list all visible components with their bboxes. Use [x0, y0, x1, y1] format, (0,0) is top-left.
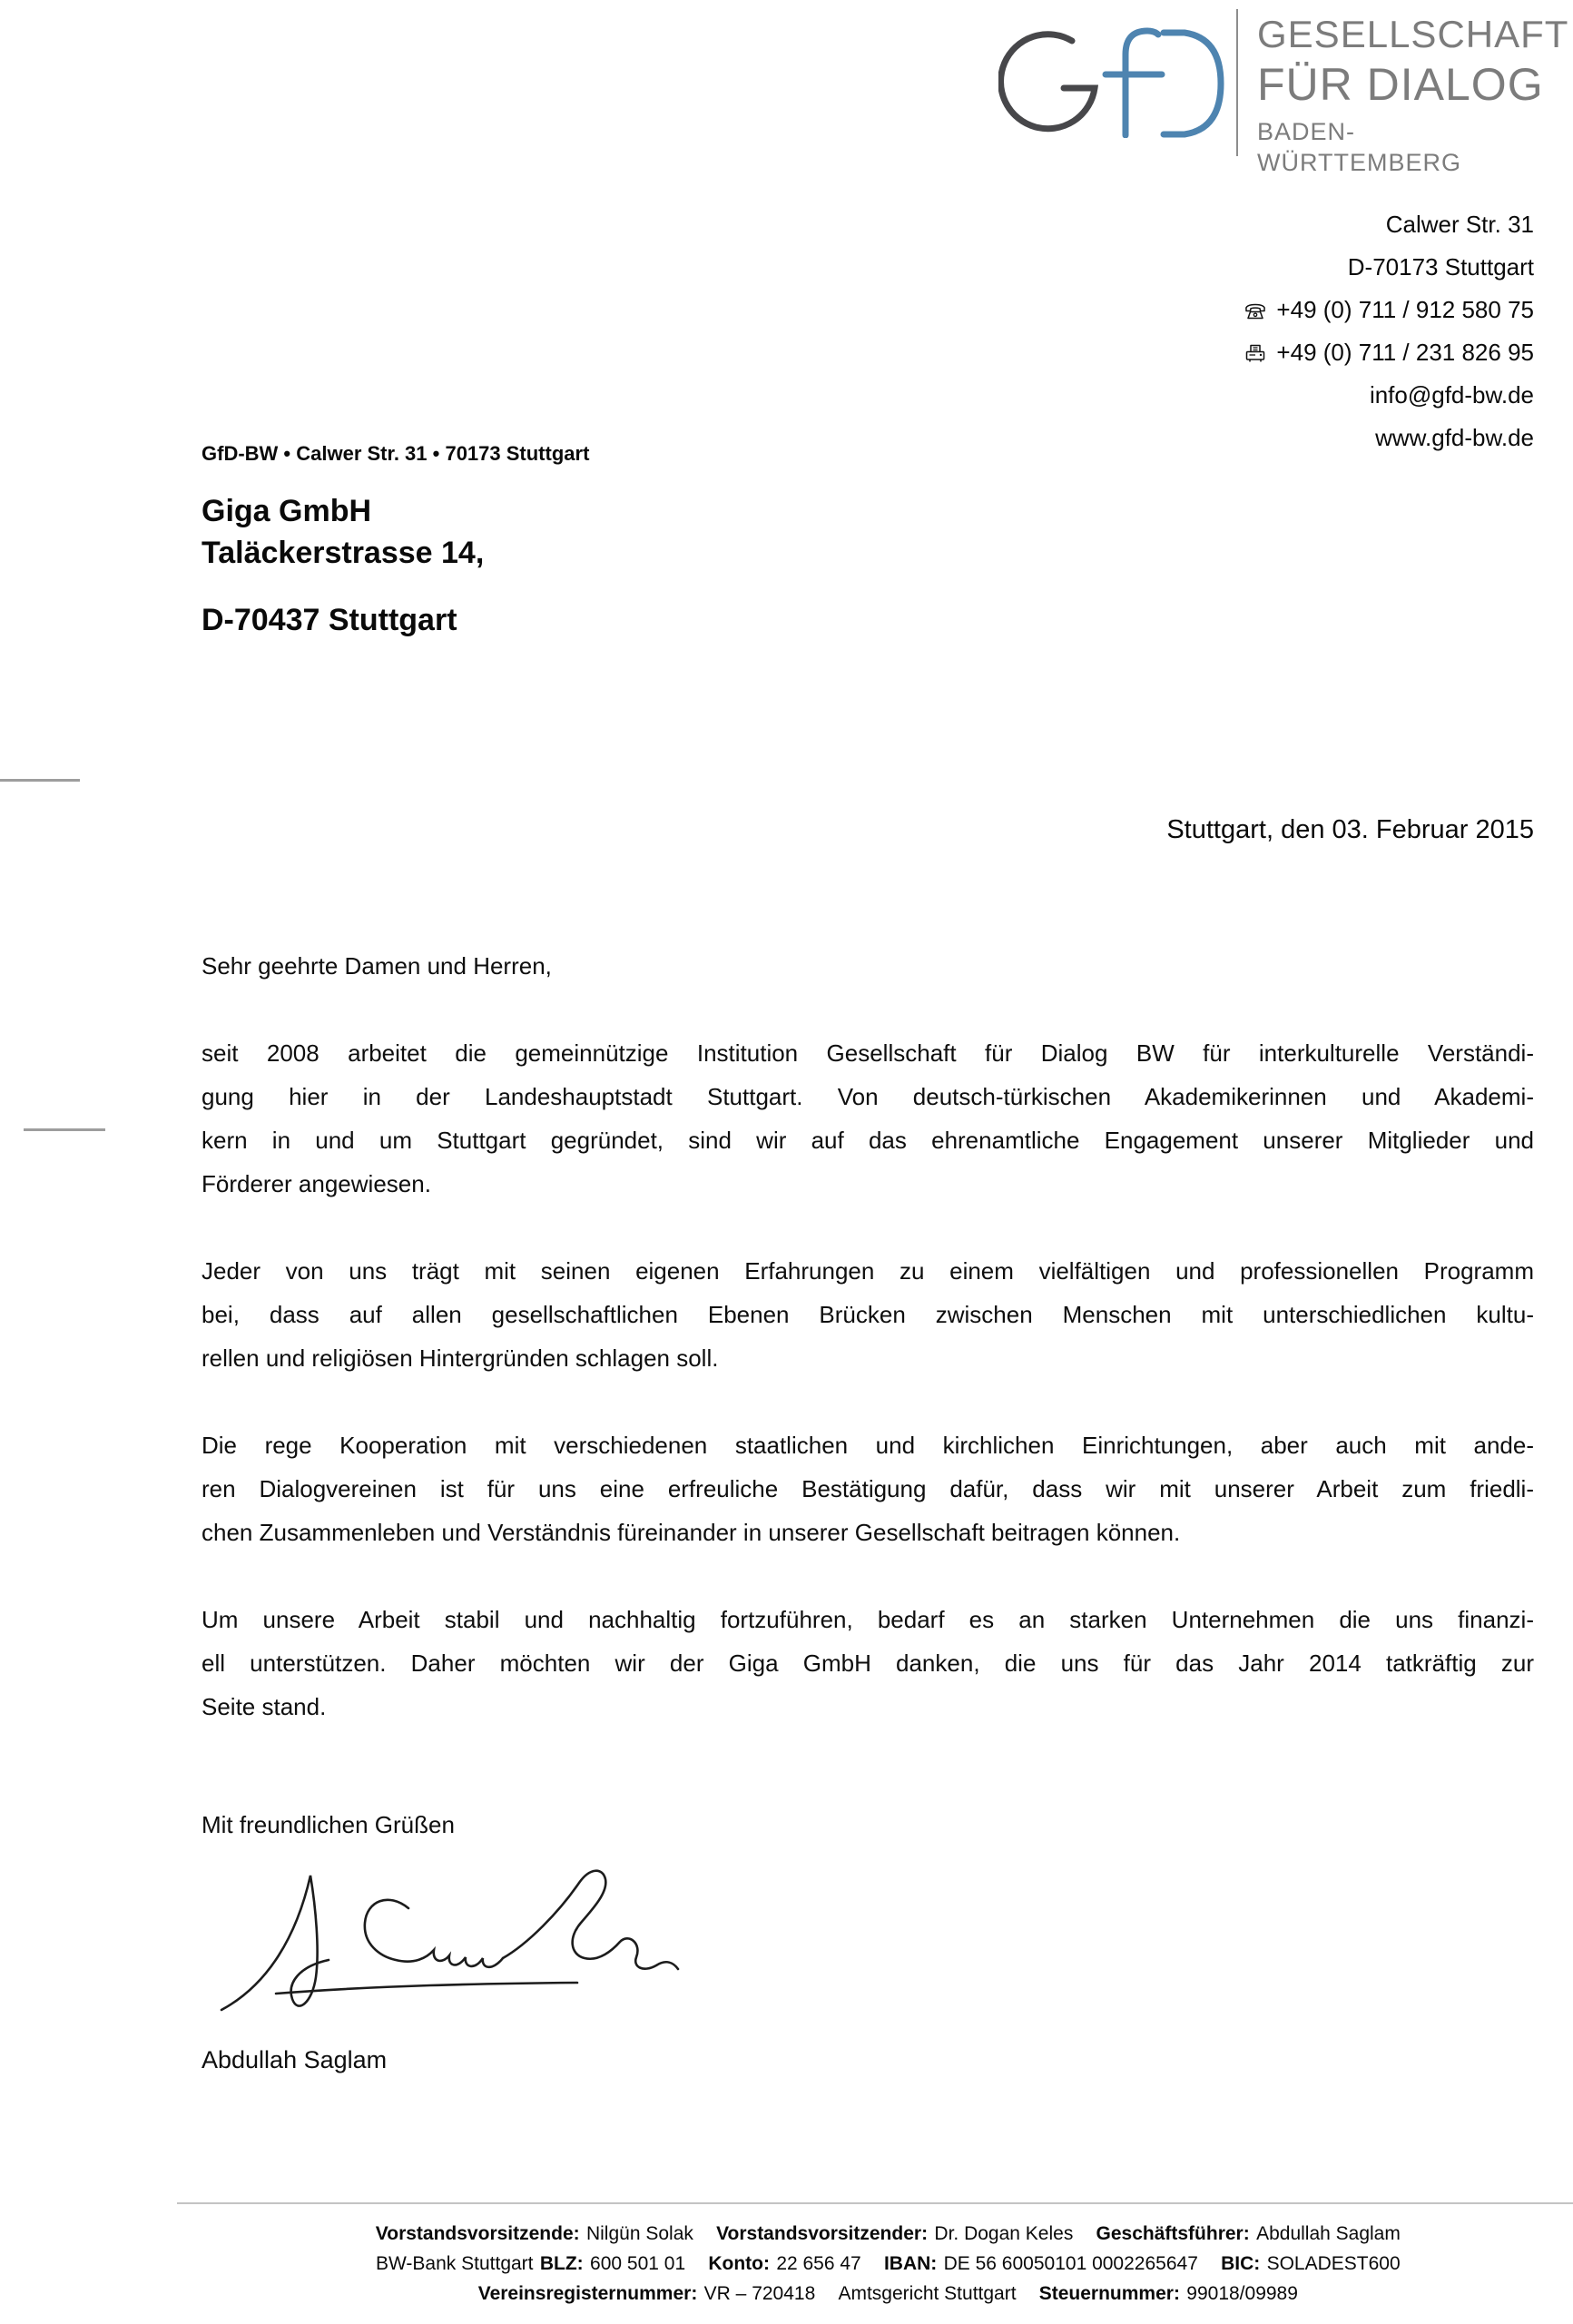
- contact-email-text: info@gfd-bw.de: [1369, 381, 1534, 409]
- footer-label: IBAN:: [883, 2253, 938, 2274]
- logo-line-1: GESELLSCHAFT: [1257, 13, 1569, 55]
- body-line: kern in und um Stuttgart gegründet, sind wir auf das ehrenamtliche Engagement unserer Mitglieder und: [202, 1127, 1534, 1154]
- contact-street-text: Calwer Str. 31: [1385, 211, 1534, 238]
- logo-line-2: FÜR DIALOG: [1257, 59, 1544, 110]
- contact-phone: [1244, 289, 1534, 331]
- footer-label: Vorstandsvorsitzende:: [375, 2223, 580, 2244]
- footer-label: BLZ:: [539, 2253, 584, 2274]
- body-paragraph: [202, 1249, 1534, 1380]
- date-line: Stuttgart, den 03. Februar 2015: [1166, 815, 1534, 844]
- return-address-line: GfD-BW • Calwer Str. 31 • 70173 Stuttgart: [202, 442, 590, 465]
- footer-line: [238, 2249, 1545, 2279]
- footer-value: Abdullah Saglam: [1256, 2223, 1401, 2244]
- logo-wordmark: [1257, 11, 1569, 178]
- body-line: ren Dialogvereinen ist für uns eine erfreuliche Bestätigung dafür, dass wir mit unserer Arbeit zum friedli-: [202, 1475, 1534, 1502]
- footer-line: [238, 2219, 1545, 2249]
- footer-value: Dr. Dogan Keles: [934, 2223, 1074, 2244]
- contact-fax: [1244, 331, 1534, 374]
- contact-city: [1244, 246, 1534, 289]
- footer-line: [238, 2279, 1545, 2309]
- body-line: Die rege Kooperation mit verschiedenen staatlichen und kirchlichen Einrichtungen, aber auch mit ande-: [202, 1432, 1534, 1459]
- contact-website-text: www.gfd-bw.de: [1375, 424, 1534, 451]
- body-line: Jeder von uns trägt mit seinen eigenen Erfahrungen zu einem vielfältigen und professionellen Programm: [202, 1257, 1534, 1285]
- footer-label: Konto:: [708, 2253, 770, 2274]
- recipient-street: Taläckerstrasse 14,: [202, 536, 485, 570]
- footer-label: Vereinsregisternummer:: [477, 2283, 698, 2304]
- contact-website: [1244, 417, 1534, 459]
- body-line: seit 2008 arbeitet die gemeinnützige Institution Gesellschaft für Dialog BW für interkulturelle Verständi-: [202, 1039, 1534, 1067]
- contact-fax-text: +49 (0) 711 / 231 826 95: [1276, 339, 1534, 366]
- fold-mark-bottom: [24, 1128, 105, 1131]
- body-line: bei, dass auf allen gesellschaftlichen Ebenen Brücken zwischen Menschen mit unterschiedlichen kultu-: [202, 1301, 1534, 1328]
- recipient-city: D-70437 Stuttgart: [202, 603, 457, 637]
- footer-value: 22 656 47: [776, 2253, 861, 2274]
- footer-value: Amtsgericht Stuttgart: [838, 2283, 1017, 2304]
- logo-divider: [1236, 9, 1238, 156]
- contact-street: [1244, 203, 1534, 246]
- body-line: Förderer angewiesen.: [202, 1170, 431, 1197]
- telephone-icon: [1244, 300, 1267, 321]
- footer-value: Nilgün Solak: [585, 2223, 693, 2244]
- footer-label: BIC:: [1221, 2253, 1261, 2274]
- signer-name: Abdullah Saglam: [202, 2046, 388, 2073]
- body-paragraphs: [202, 1031, 1534, 1728]
- body-line: chen Zusammenleben und Verständnis füreinander in unserer Gesellschaft beitragen können.: [202, 1519, 1181, 1546]
- fax-icon: [1244, 342, 1267, 364]
- footer-label: Geschäftsführer:: [1096, 2223, 1250, 2244]
- footer-label: Steuernummer:: [1038, 2283, 1180, 2304]
- body-line: Seite stand.: [202, 1693, 327, 1720]
- contact-phone-text: +49 (0) 711 / 912 580 75: [1276, 296, 1534, 323]
- footer-legal-block: [238, 2219, 1545, 2309]
- footer-value: VR – 720418: [703, 2283, 816, 2304]
- body-paragraph: [202, 1598, 1534, 1728]
- recipient-name: Giga GmbH: [202, 494, 372, 528]
- salutation: Sehr geehrte Damen und Herren,: [202, 952, 552, 980]
- footer-separator: [177, 2202, 1573, 2204]
- body-paragraph: [202, 1423, 1534, 1554]
- gfd-logo-monogram: [998, 20, 1225, 138]
- closing-phrase: Mit freundlichen Grüßen: [202, 1811, 455, 1838]
- footer-value: 600 501 01: [590, 2253, 686, 2274]
- body-line: ell unterstützen. Daher möchten wir der Giga GmbH danken, die uns für das Jahr 2014 tatkräftig zur: [202, 1649, 1534, 1677]
- footer-label: Vorstandsvorsitzender:: [716, 2223, 929, 2244]
- footer-value: 99018/09989: [1186, 2283, 1298, 2304]
- footer-value: SOLADEST600: [1266, 2253, 1401, 2274]
- letterhead-contact-block: [1244, 203, 1534, 459]
- handwritten-signature: [209, 1856, 681, 2028]
- contact-city-text: D-70173 Stuttgart: [1347, 253, 1534, 281]
- letter-body: [202, 944, 1534, 2078]
- body-line: rellen und religiösen Hintergründen schlagen soll.: [202, 1344, 719, 1372]
- body-line: gung hier in der Landeshauptstadt Stuttgart. Von deutsch-türkischen Akademikerinnen und Akademi-: [202, 1083, 1534, 1110]
- footer-value: BW-Bank Stuttgart: [375, 2253, 534, 2274]
- footer-value: DE 56 60050101 0002265647: [943, 2253, 1198, 2274]
- body-line: Um unsere Arbeit stabil und nachhaltig fortzuführen, bedarf es an starken Unternehmen die uns finanzi-: [202, 1606, 1534, 1633]
- logo-line-3: BADEN- WÜRTTEMBERG: [1257, 118, 1461, 176]
- fold-mark-top: [0, 779, 80, 782]
- contact-email: [1244, 374, 1534, 417]
- body-paragraph: [202, 1031, 1534, 1206]
- recipient-address-block: [202, 490, 484, 641]
